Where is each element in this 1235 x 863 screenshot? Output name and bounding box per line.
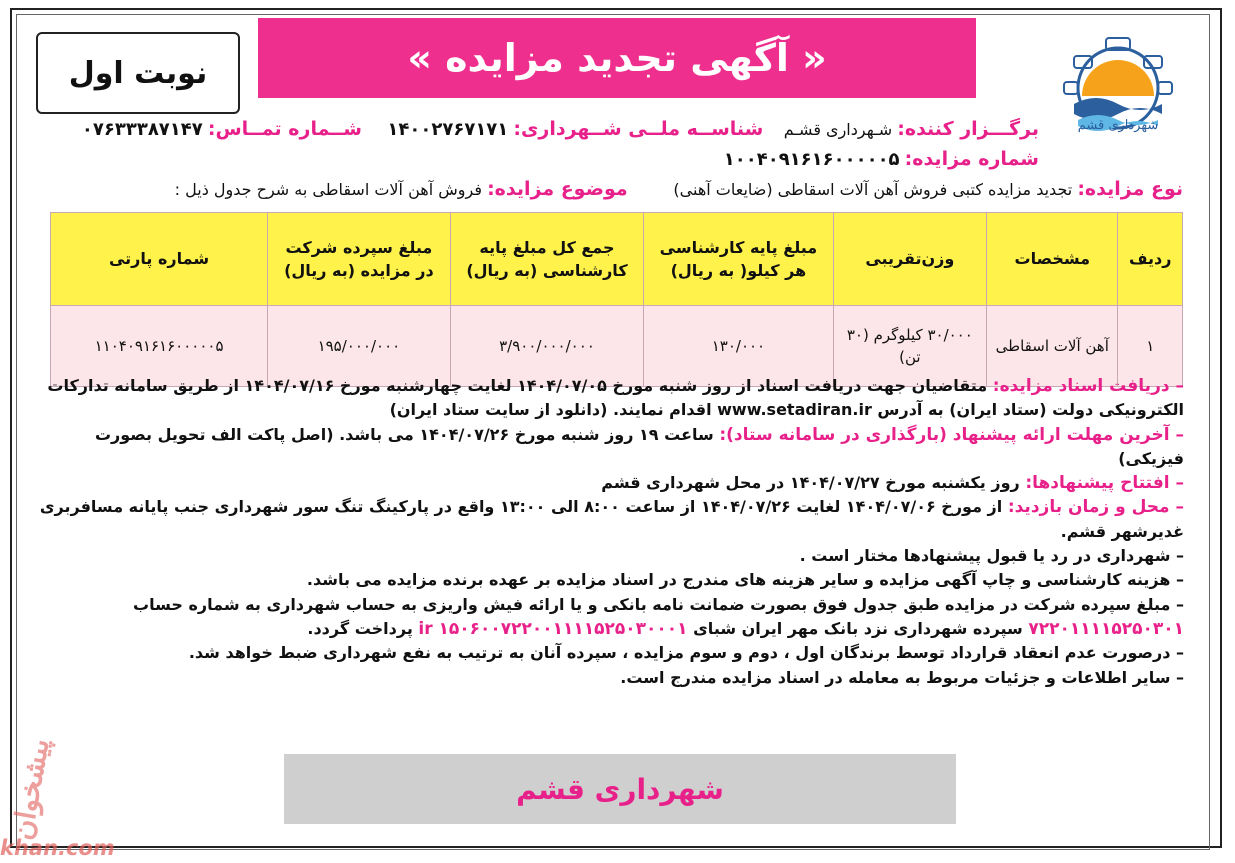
deposit-text: – مبلغ سپرده شرکت در مزایده طبق جدول فوق بصورت ضمانت نامه بانکی و یا ارائه فیش واریزی به حساب شهرداری به شماره حساب [133, 594, 1184, 614]
auction-type-line [175, 178, 1183, 200]
table-header-row [51, 213, 1183, 306]
cell-weight: ۳۰/۰۰۰ کیلوگرم (۳۰ تن) [833, 306, 987, 387]
watermark-site: khan.com [0, 836, 115, 860]
turn-badge: نوبت اول [36, 32, 240, 114]
opening-paragraph [24, 471, 1184, 495]
col-header-weight: وزن‌تقریبی [833, 213, 987, 306]
auction-type-label: نوع مزایده: [1077, 178, 1183, 200]
docs-text: متقاضیان جهت دریافت اسناد از روز شنبه مورخ ۱۴۰۴/۰۷/۰۵ لغایت چهارشنبه مورخ ۱۴۰۴/۰۷/۱۶ از طریق سامانه تدارکات الکترونیکی دولت (ستاد ایران) به آدرس www.setadiran.ir اقدام نمایند. (دانلود از سایت ستاد ایران) [47, 376, 1184, 420]
deposit-text-3: پرداخت گردد. [307, 618, 413, 638]
auction-subject-label: موضوع مزایده: [487, 178, 628, 200]
phone-label: شــماره تمــاس: [207, 118, 362, 140]
col-header-party-number: شماره پارتی [51, 213, 268, 306]
phone-value: ۰۷۶۳۳۳۸۷۱۴۷ [81, 119, 203, 140]
organizer-label: برگـــزار کننده: [897, 118, 1039, 140]
auction-number-value: ۱۰۰۴۰۹۱۶۱۶۰۰۰۰۰۵ [723, 149, 900, 170]
auction-number-line [724, 148, 1039, 170]
watermark-logo: پیشخوان [4, 735, 56, 843]
deadline-text: ساعت ۱۹ روز شنبه مورخ ۱۴۰۴/۰۷/۲۶ می باشد. (اصل پاکت الف تحویل بصورت فیزیکی) [94, 424, 1184, 468]
cell-total-price: ۳/۹۰۰/۰۰۰/۰۰۰ [450, 306, 644, 387]
footer-band [284, 754, 956, 824]
auction-subject-value: فروش آهن آلات اسقاطی به شرح جدول ذیل : [174, 180, 482, 199]
visit-heading: – محل و زمان بازدید: [1007, 497, 1184, 518]
forfeit-paragraph: – درصورت عدم انعقاد قرارداد توسط برندگان اول ، دوم و سوم مزایده ، سپرده آنان به ترتیب به نفع شهرداری ضبط خواهد شد. [188, 643, 1184, 663]
cell-unit-price: ۱۳۰/۰۰۰ [644, 306, 833, 387]
other-info-paragraph: – سایر اطلاعات و جزئیات مربوط به معامله در اسناد مزایده مندرج است. [620, 667, 1184, 687]
cell-specs: آهن آلات اسقاطی [987, 306, 1118, 387]
visit-paragraph [24, 495, 1184, 544]
col-header-total-price: جمع کل مبلغ پایه کارشناسی (به ریال) [450, 213, 644, 306]
logo-caption: شهرداری قشم [1077, 118, 1159, 133]
items-table [50, 212, 1183, 387]
sheba-number: ir ۱۵۰۶۰۰۷۲۲۰۰۱۱۱۱۵۲۵۰۳۰۰۰۱ [418, 618, 688, 639]
organizer-line [82, 118, 1039, 140]
page-title: « آگهی تجدید مزایده » [258, 18, 976, 98]
notice-body [24, 374, 1184, 690]
col-header-row-number: ردیف [1118, 213, 1183, 306]
cell-deposit: ۱۹۵/۰۰۰/۰۰۰ [268, 306, 451, 387]
docs-paragraph [24, 374, 1184, 423]
organizer-value: شـهرداری قشـم [783, 120, 893, 139]
deposit-text-2: سپرده شهرداری نزد بانک مهر ایران شبای [693, 618, 1023, 638]
account-number: ۷۲۲۰۱۱۱۱۵۲۵۰۳۰۱ [1028, 618, 1184, 639]
col-header-deposit: مبلغ سپرده شرکت در مزایده (به ریال) [268, 213, 451, 306]
cell-party-number: ۱۱۰۴۰۹۱۶۱۶۰۰۰۰۰۵ [51, 306, 268, 387]
auction-type-value: تجدید مزایده کتبی فروش آهن آلات اسقاطی (ضایعات آهنی) [673, 180, 1073, 199]
national-id-value: ۱۴۰۰۲۷۶۷۱۷۱ [387, 119, 509, 140]
deadline-paragraph [24, 423, 1184, 472]
cell-row-number: ۱ [1118, 306, 1183, 387]
col-header-unit-price: مبلغ پایه کارشناسی هر کیلو( به ریال) [644, 213, 833, 306]
opening-text: روز یکشنبه مورخ ۱۴۰۴/۰۷/۲۷ در محل شهرداری قشم [601, 473, 1020, 493]
col-header-specs: مشخصات [987, 213, 1118, 306]
municipality-logo-icon [1052, 26, 1184, 156]
deadline-heading: – آخرین مهلت ارائه پیشنهاد (بارگذاری در سامانه ستاد): [719, 424, 1184, 445]
opening-heading: – افتتاح پیشنهادها: [1025, 473, 1184, 494]
docs-heading: – دریافت اسناد مزایده: [992, 376, 1184, 396]
costs-paragraph: – هزینه کارشناسی و چاپ آگهی مزایده و سایر هزینه های مندرج در اسناد مزایده بر عهده برنده مزایده می باشد. [306, 570, 1184, 590]
reject-rights-paragraph: – شهرداری در رد یا قبول پیشنهادها مختار است . [799, 546, 1184, 566]
deposit-paragraph [24, 593, 1184, 642]
visit-text: از مورخ ۱۴۰۴/۰۷/۰۶ لغایت ۱۴۰۴/۰۷/۲۶ از ساعت ۸:۰۰ الی ۱۳:۰۰ واقع در پارکینگ تنگ سور شهرداری جنب پایانه مسافربری غدیرشهر قشم. [39, 497, 1184, 541]
footer-municipality-name: شهرداری قشم [516, 772, 724, 806]
auction-number-label: شماره مزایده: [904, 148, 1039, 170]
national-id-label: شناســه ملــی شــهرداری: [513, 118, 764, 140]
